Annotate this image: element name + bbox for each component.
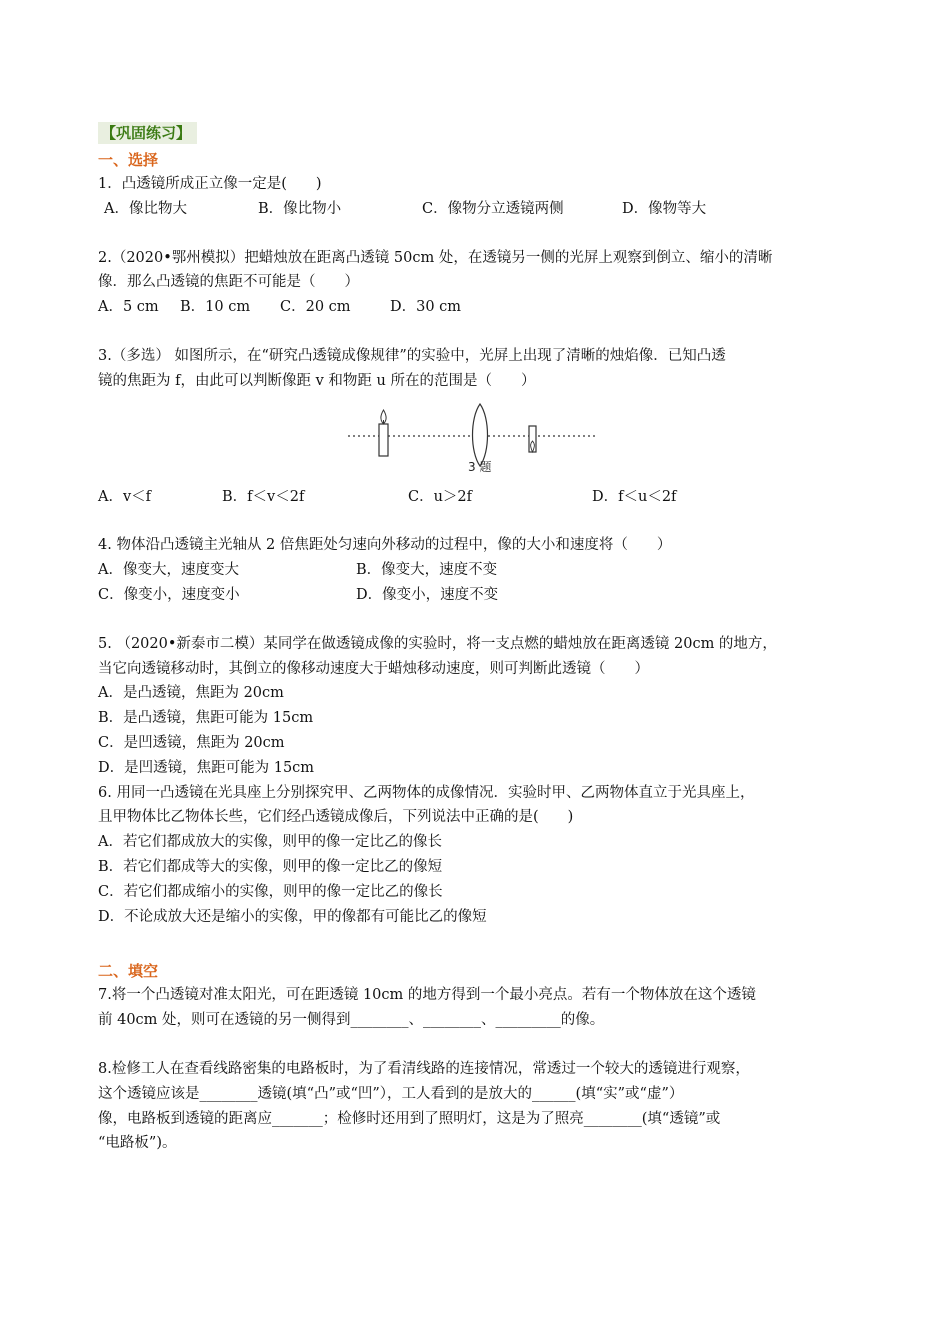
question-2-line-2: 像．那么凸透镜的焦距不可能是（ ） (98, 274, 359, 291)
question-7-line-1: 7.将一个凸透镜对准太阳光，可在距透镜 10cm 的地方得到一个最小亮点。若有一个物体放在这个透镜 (98, 987, 756, 1004)
question-4-stem: 4. 物体沿凸透镜主光轴从 2 倍焦距处匀速向外移动的过程中，像的大小和速度将（ ） (98, 537, 672, 554)
option-d: D．f＜u＜2f (592, 488, 677, 505)
question-2-options (98, 295, 868, 320)
question-4-options-row-1 (98, 558, 868, 583)
question-5-line-1: 5. （2020•新泰市二模）某同学在做透镜成像的实验时，将一支点燃的蜡烛放在距离透镜 20cm 的地方， (98, 635, 777, 652)
option-d: D．不论成放大还是缩小的实像，甲的像都有可能比乙的像短 (98, 908, 487, 925)
option-d: D．30 cm (390, 299, 462, 316)
candle-icon (379, 410, 388, 456)
option-a: A．5 cm (98, 299, 159, 316)
question-4-options-row-2 (98, 583, 868, 608)
header-title: 【巩固练习】 (98, 122, 197, 144)
question-8-line-3: 像，电路板到透镜的距离应_______；检修时还用到了照明灯，这是为了照亮________(填“透镜”或 (98, 1110, 721, 1127)
question-4 (98, 533, 868, 607)
question-6-line-1: 6. 用同一凸透镜在光具座上分别探究甲、乙两物体的成像情况．实验时甲、乙两物体直立于光具座上， (98, 784, 755, 801)
question-1-stem: 1．凸透镜所成正立像一定是( ) (98, 176, 322, 192)
option-b: B．若它们都成等大的实像，则甲的像一定比乙的像短 (98, 858, 443, 875)
question-8 (98, 1057, 868, 1156)
option-c: C．u＞2f (408, 488, 473, 505)
question-3-line-2: 镜的焦距为 f，由此可以判断像距 v 和物距 u 所在的范围是（ ） (98, 372, 536, 389)
option-b: B．是凸透镜，焦距可能为 15cm (98, 710, 314, 727)
option-d: D．是凹透镜，焦距可能为 15cm (98, 759, 315, 776)
option-b: B．10 cm (180, 299, 251, 316)
option-a: A．是凸透镜，焦距为 20cm (98, 685, 284, 702)
worksheet (98, 122, 868, 1156)
option-a: A．v＜f (98, 488, 152, 505)
option-c: C．像变小，速度变小 (98, 586, 240, 603)
question-8-line-2: 这个透镜应该是________透镜(填“凸”或“凹”），工人看到的是放大的______(填“实”或“虚”） (98, 1085, 684, 1102)
question-2-line-1: 2.（2020•鄂州模拟）把蜡烛放在距离凸透镜 50cm 处，在透镜另一侧的光屏上观察到倒立、缩小的清晰 (98, 249, 773, 266)
question-3-line-1: 3.（多选） 如图所示，在“研究凸透镜成像规律”的实验中，光屏上出现了清晰的烛焰像．已知凸透 (98, 347, 726, 364)
question-3 (98, 344, 868, 509)
option-c: C．像物分立透镜两侧 (422, 200, 564, 217)
question-2 (98, 246, 868, 320)
section-fill: 二、填空 (98, 962, 159, 981)
question-3-options (98, 485, 868, 510)
option-c: C．20 cm (280, 299, 351, 316)
question-8-line-4: “电路板”)。 (98, 1135, 177, 1152)
question-7 (98, 983, 868, 1033)
option-b: B．f＜v＜2f (222, 488, 305, 505)
option-d: D．像物等大 (622, 200, 707, 217)
question-7-line-2: 前 40cm 处，则可在透镜的另一侧得到________、________、_________的像。 (98, 1012, 605, 1029)
figure-caption: 3 题 (468, 459, 492, 473)
question-6 (98, 781, 868, 930)
image-screen-icon (529, 426, 536, 452)
question-5 (98, 632, 868, 781)
option-c: C．是凹透镜，焦距为 20cm (98, 734, 285, 751)
section-choice: 一、选择 (98, 151, 159, 169)
option-c: C．若它们都成缩小的实像，则甲的像一定比乙的像长 (98, 883, 443, 900)
question-8-line-1: 8.检修工人在查看线路密集的电路板时，为了看清线路的连接情况，常透过一个较大的透镜进行观察， (98, 1060, 750, 1077)
question-1-options (98, 197, 868, 222)
optical-bench-diagram (346, 398, 606, 473)
optical-bench-figure (98, 398, 868, 473)
option-b: B．像变大，速度不变 (356, 562, 498, 579)
option-a: A．像比物大 (104, 200, 187, 217)
question-5-line-2: 当它向透镜移动时，其倒立的像移动速度大于蜡烛移动速度，则可判断此透镜（ ） (98, 660, 649, 677)
option-a: A．若它们都成放大的实像，则甲的像一定比乙的像长 (98, 834, 442, 851)
practice-header (98, 122, 868, 148)
question-6-line-2: 且甲物体比乙物体长些，它们经凸透镜成像后，下列说法中正确的是( ) (98, 809, 574, 826)
question-1 (98, 172, 868, 222)
option-b: B．像比物小 (258, 200, 342, 217)
option-a: A．像变大，速度变大 (98, 562, 239, 579)
option-d: D．像变小，速度不变 (356, 586, 499, 603)
convex-lens-icon (473, 404, 488, 466)
